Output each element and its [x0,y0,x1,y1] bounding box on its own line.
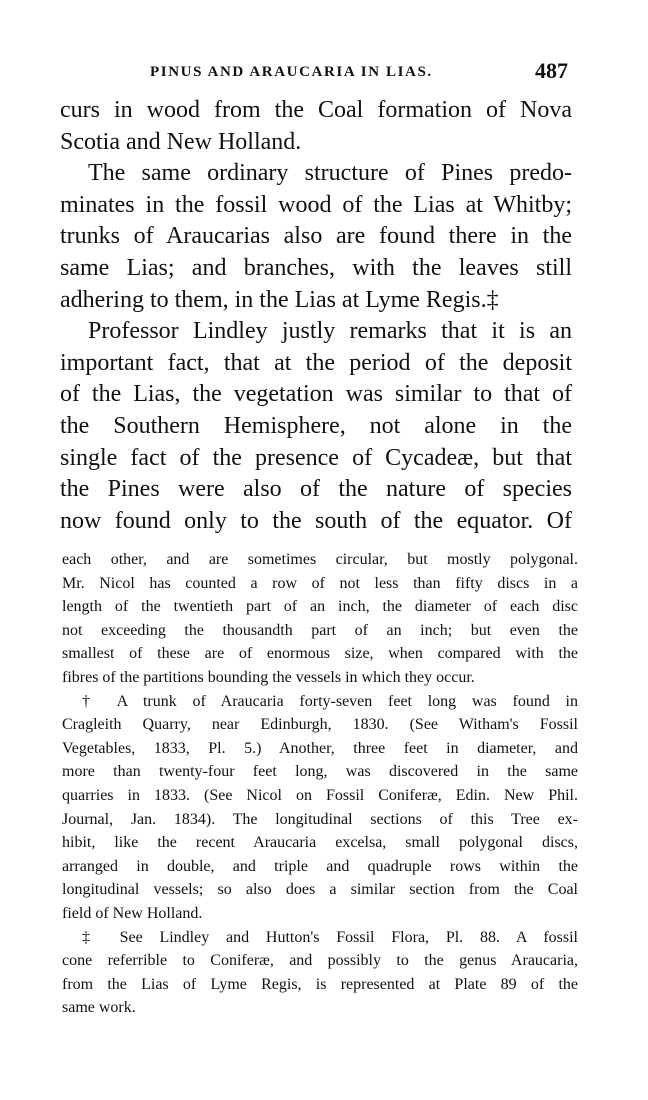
running-head: PINUS AND ARAUCARIA IN LIAS. [150,64,433,80]
footnote-line: ‡ See Lindley and Hutton's Fossil Flora, Pl. 88. A fossil [82,928,578,946]
main-text [60,95,572,537]
footnote-line: not exceeding the thousandth part of an inch; but even the [62,621,578,639]
footnote-line: quarries in 1833. (See Nicol on Fossil Coniferæ, Edin. New Phil. [62,786,578,804]
footnote-line: fibres of the partitions bounding the vessels in which they occur. [62,668,475,686]
paragraph-3 [60,316,572,537]
footnote-line: cone referrible to Coniferæ, and possibly to the genus Araucaria, [62,952,578,970]
text-line: Scotia and New Holland. [60,128,302,155]
text-line: the Southern Hemisphere, not alone in the [60,412,572,439]
footnote-continued [62,548,578,690]
paragraph-2 [60,158,572,316]
text-line: single fact of the presence of Cycadeæ, but that [60,444,572,471]
text-line: same Lias; and branches, with the leaves still [60,254,572,281]
footnote-line: length of the twentieth part of an inch, the diameter of each disc [62,598,578,616]
footnote-line: field of New Holland. [62,904,203,922]
text-line: the Pines were also of the nature of species [60,476,572,503]
text-line: now found only to the south of the equator. Of [60,507,572,534]
footnote-line: smallest of these are of enormous size, when compared with the [62,645,578,663]
footnote-line: each other, and are sometimes circular, but mostly polygonal. [62,551,578,568]
text-line: minates in the fossil wood of the Lias at Whitby; [60,191,572,218]
footnote-line: Journal, Jan. 1834). The longitudinal sections of this Tree ex- [62,810,578,828]
page-header [60,58,572,88]
paragraph-1 [60,95,572,158]
footnote-line: same work. [62,999,136,1017]
text-line: adhering to them, in the Lias at Lyme Regis.‡ [60,286,499,313]
footnote-line: † A trunk of Araucaria forty-seven feet long was found in [82,692,578,710]
text-line: trunks of Araucarias also are found there in the [60,223,572,250]
footnote-line: Vegetables, 1833, Pl. 5.) Another, three feet in diameter, and [62,739,578,757]
footnote-dagger [62,690,578,926]
footnote-line: longitudinal vessels; so also does a similar section from the Coal [62,881,578,899]
text-line: important fact, that at the period of the deposit [60,349,572,376]
footnotes [62,548,578,1020]
text-line: of the Lias, the vegetation was similar to that of [60,381,572,408]
text-line: curs in wood from the Coal formation of Nova [60,97,572,123]
footnote-line: Mr. Nicol has counted a row of not less than fifty discs in a [62,574,578,592]
footnote-line: arranged in double, and triple and quadruple rows within the [62,857,578,875]
footnote-line: Cragleith Quarry, near Edinburgh, 1830. (See Witham's Fossil [62,716,578,734]
text-line: The same ordinary structure of Pines predo- [88,160,572,187]
text-line: Professor Lindley justly remarks that it is an [88,318,572,345]
footnote-line: more than twenty-four feet long, was discovered in the same [62,763,578,781]
footnote-line: hibit, like the recent Araucaria excelsa, small polygonal discs, [62,834,578,852]
footnote-double-dagger [62,926,578,1020]
footnote-line: from the Lias of Lyme Regis, is represented at Plate 89 of the [62,975,578,993]
page-number: 487 [535,58,568,83]
